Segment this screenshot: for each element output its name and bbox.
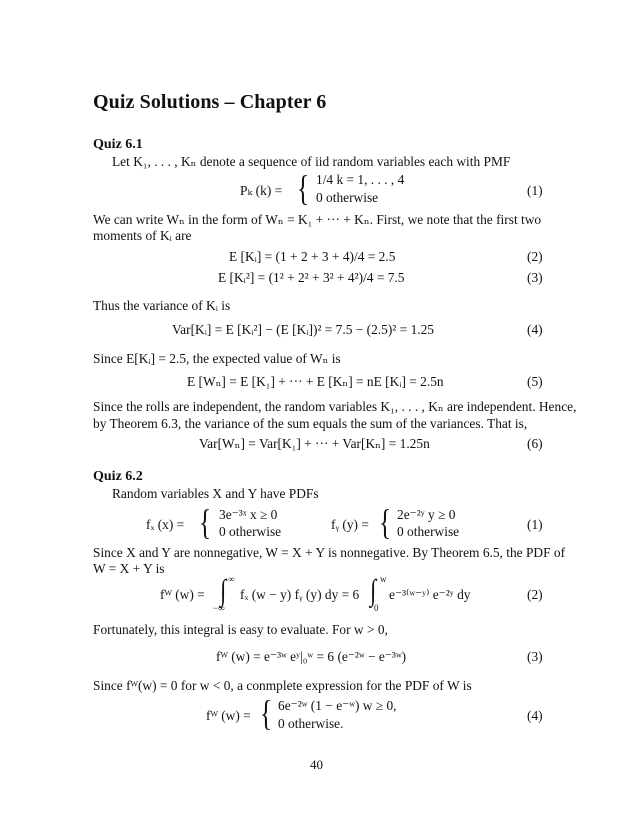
eq4-case-1: 6e⁻²ʷ (1 − e⁻ʷ) w ≥ 0, xyxy=(278,698,397,713)
integral-upper: ∞ xyxy=(228,574,235,584)
fx-case-2: 0 otherwise xyxy=(219,524,282,539)
pmf-case-2: 0 otherwise xyxy=(316,190,379,205)
quiz-6-2-heading: Quiz 6.2 xyxy=(93,469,143,484)
eq-number: (3) xyxy=(527,270,543,285)
eq4-case-2: 0 otherwise. xyxy=(278,716,344,731)
equation-3: E [Kᵢ²] = (1² + 2² + 3² + 4²)/4 = 7.5 xyxy=(218,270,405,285)
fy-case-1: 2e⁻²ʸ y ≥ 0 xyxy=(397,507,456,522)
q61-intro: Let K₁, . . . , Kₙ denote a sequence of iid random variables each with PMF xyxy=(112,154,511,169)
equation-3b: fᵂ (w) = e⁻³ʷ eʸ|₀ʷ = 6 (e⁻²ʷ − e⁻³ʷ) xyxy=(216,649,407,664)
integral-sign: ∫ xyxy=(370,574,377,607)
page-title: Quiz Solutions – Chapter 6 xyxy=(93,91,327,113)
eq-number: (4) xyxy=(527,708,543,723)
q62-paragraph-2a: Since X and Y are nonnegative, W = X + Y is nonnegative. By Theorem 6.5, the PDF of xyxy=(93,545,566,560)
q62-paragraph-4: Since fᵂ(w) = 0 for w < 0, a conmplete expression for the PDF of W is xyxy=(93,678,472,693)
equation-2: E [Kᵢ] = (1 + 2 + 3 + 4)/4 = 2.5 xyxy=(229,249,396,264)
fy-lhs: fᵧ (y) = xyxy=(331,517,369,532)
fx-lhs: fₓ (x) = xyxy=(146,517,185,532)
eq-number: (2) xyxy=(527,249,543,264)
eq2-middle: fₓ (w − y) fᵧ (y) dy = 6 xyxy=(240,587,360,602)
eq-number: (6) xyxy=(527,436,543,451)
q61-paragraph-2a: We can write Wₙ in the form of Wₙ = K₁ + ··· + Kₙ. First, we note that the first two xyxy=(93,212,542,227)
eq2-lhs: fᵂ (w) = xyxy=(160,587,205,602)
equation-6: Var[Wₙ] = Var[K₁] + ··· + Var[Kₙ] = 1.25n xyxy=(199,436,430,451)
eq-number: (5) xyxy=(527,374,543,389)
integral-sign: ∫ xyxy=(220,574,227,607)
equation-5: E [Wₙ] = E [K₁] + ··· + E [Kₙ] = nE [Kᵢ] = 2.5n xyxy=(187,374,444,389)
fy-brace: { xyxy=(379,502,392,542)
eq-number: (2) xyxy=(527,587,543,602)
q61-paragraph-4: Since E[Kᵢ] = 2.5, the expected value of Wₙ is xyxy=(93,351,341,366)
eq-number: (1) xyxy=(527,183,543,198)
eq-number: (1) xyxy=(527,517,543,532)
integral-lower: −∞ xyxy=(213,603,225,613)
quiz-6-1-heading: Quiz 6.1 xyxy=(93,137,143,152)
integral-lower: 0 xyxy=(374,603,379,613)
fy-case-2: 0 otherwise xyxy=(397,524,460,539)
fx-case-1: 3e⁻³ˣ x ≥ 0 xyxy=(219,507,278,522)
q61-paragraph-5a: Since the rolls are independent, the random variables K₁, . . . , Kₙ are independent. Hence, xyxy=(93,399,577,414)
q62-paragraph-3: Fortunately, this integral is easy to evaluate. For w > 0, xyxy=(93,622,388,637)
q61-paragraph-3: Thus the variance of Kᵢ is xyxy=(93,298,231,313)
pmf-brace: { xyxy=(297,168,310,208)
page-number: 40 xyxy=(310,757,323,772)
eq-number: (3) xyxy=(527,649,543,664)
q61-paragraph-2b: moments of Kᵢ are xyxy=(93,228,192,243)
eq-number: (4) xyxy=(527,322,543,337)
eq2-right: e⁻³⁽ʷ⁻ʸ⁾ e⁻²ʸ dy xyxy=(389,587,471,602)
equation-4: Var[Kᵢ] = E [Kᵢ²] − (E [Kᵢ])² = 7.5 − (2.5)² = 1.25 xyxy=(172,322,435,337)
integral-upper: w xyxy=(380,574,387,584)
eq4-lhs: fᵂ (w) = xyxy=(206,708,251,723)
pmf-lhs: Pₖ (k) = xyxy=(240,183,283,198)
q61-paragraph-5b: by Theorem 6.3, the variance of the sum equals the sum of the variances. That is, xyxy=(93,416,528,431)
q62-intro: Random variables X and Y have PDFs xyxy=(112,486,319,501)
fx-brace: { xyxy=(199,502,212,542)
q62-paragraph-2b: W = X + Y is xyxy=(93,561,165,576)
eq4-brace: { xyxy=(260,693,273,733)
pmf-case-1: 1/4 k = 1, . . . , 4 xyxy=(316,172,405,187)
